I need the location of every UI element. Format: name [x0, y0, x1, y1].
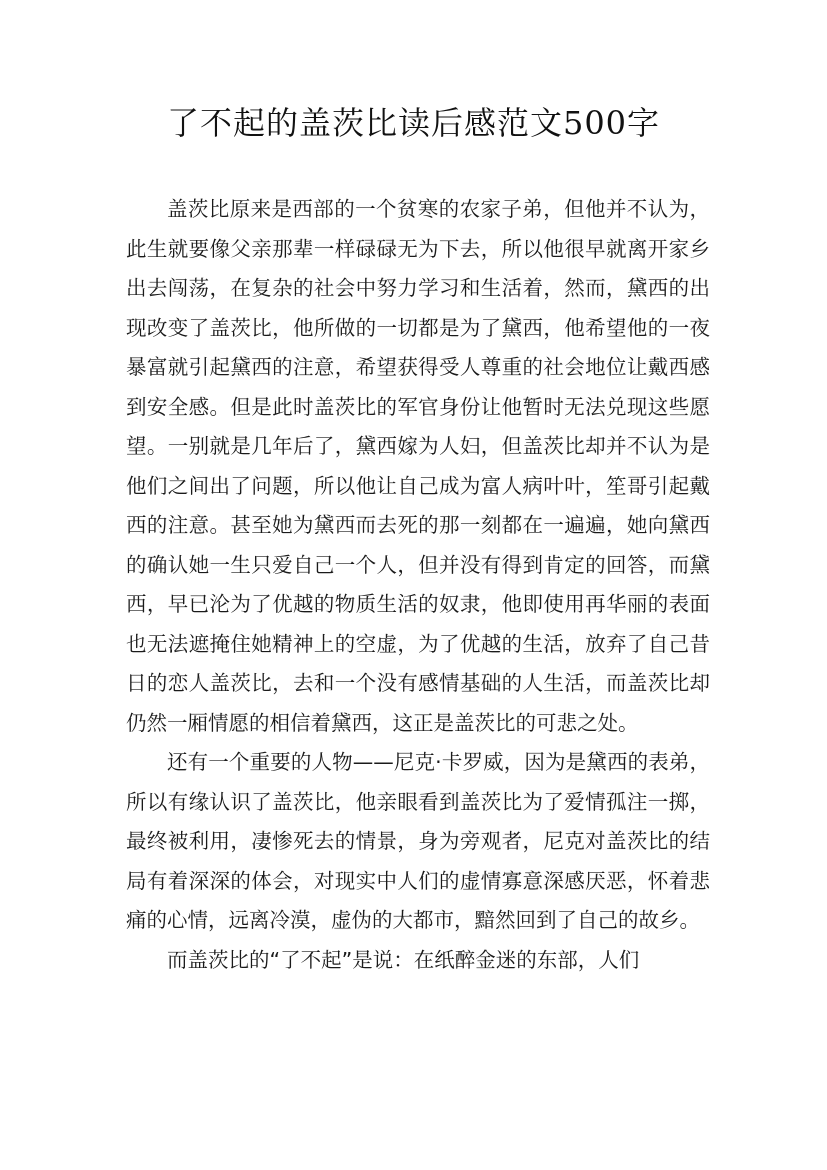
- document-title: 了不起的盖茨比读后感范文500字: [166, 104, 661, 142]
- paragraph: 盖茨比原来是西部的一个贫寒的农家子弟，但他并不认为，此生就要像父亲那辈一样碌碌无为下去，所以他很早就离开家乡出去闯荡，在复杂的社会中努力学习和生活着，然而，黛西的出现改变了盖茨比，他所做的一切都是为了黛西，他希望他的一夜暴富就引起黛西的注意，希望获得受人尊重的社会地位让戴西感到安全感。但是此时盖茨比的军官身份让他暂时无法兑现这些愿望。一别就是几年后了，黛西嫁为人妇，但盖茨比却并不认为是他们之间出了问题，所以他让自己成为富人病叶叶，笙哥引起戴西的注意。甚至她为黛西而去死的那一刻都在一遍遍，她向黛西的确认她一生只爱自己一个人，但并没有得到肯定的回答，而黛西，早已沦为了优越的物质生活的奴隶，他即使用再华丽的表面也无法遮掩住她精神上的空虚，为了优越的生活，放弃了自己昔日的恋人盖茨比，去和一个没有感情基础的人生活，而盖茨比却仍然一厢情愿的相信着黛西，这正是盖茨比的可悲之处。: [126, 197, 710, 735]
- paragraph: 而盖茨比的“了不起”是说：在纸醉金迷的东部，人们: [167, 947, 640, 972]
- document-body: [126, 190, 710, 980]
- paragraph: 还有一个重要的人物——尼克·卡罗威，因为是黛西的表弟，所以有缘认识了盖茨比，他亲眼看到盖茨比为了爱情孤注一掷，最终被利用，凄惨死去的情景，身为旁观者，尼克对盖茨比的结局有着深深的体会，对现实中人们的虚情寡意深感厌恶，怀着悲痛的心情，远离冷漠，虚伪的大都市，黯然回到了自己的故乡。: [126, 750, 710, 932]
